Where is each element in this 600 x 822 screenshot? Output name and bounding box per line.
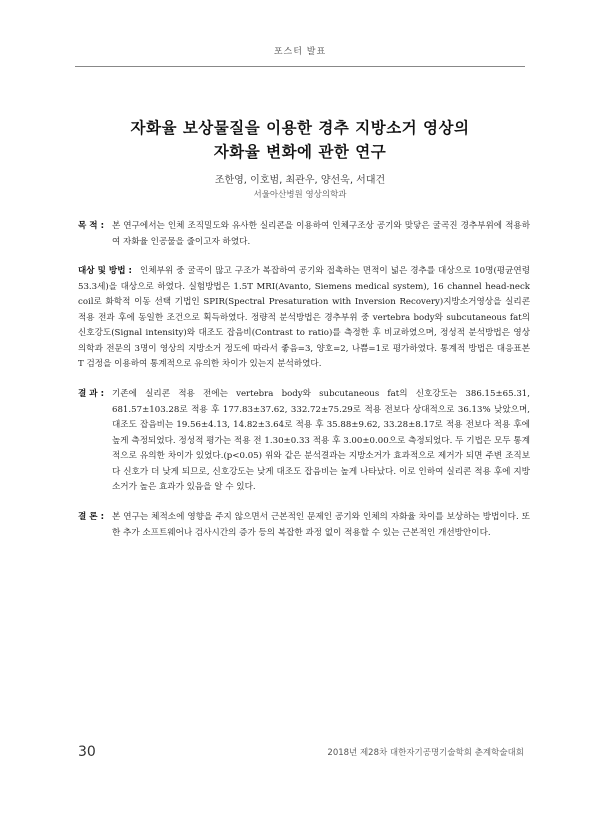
section-methods <box>78 264 530 373</box>
section-conclusion-text: 본 연구는 체적소에 영향을 주지 않으면서 근본적인 문제인 공기와 인체의 자화율 차이를 보상하는 방법이다. 또한 추가 소프트웨어나 검사시간의 증가 등의 복잡한 과정 없이 적용할 수 있는 근본적인 개선방안이다. <box>112 512 530 538</box>
conference-footer: 2018년 제28차 대한자기공명기술학회 춘계학술대회 <box>327 748 524 758</box>
section-purpose <box>78 219 530 250</box>
section-results-text: 기존에 실리콘 적용 전에는 vertebra body와 subcutaneous fat의 신호강도는 386.15±65.31, 681.57±103.28로 적용 후 177.83±37.62, 332.72±75.29로 적용 전보다 상대적으로 36.13% 낮았으며, 대조도 잡음비는 19.56±4.13, 14.82±3.64로 적용 후 35.88±9.62, 33.28±8.17로 적용 전보다 적용 후에 높게 측정되었다. 정성적 평가는 적용 전 1.30±0.33 적용 후 3.00±0.00으로 측정되었다. 두 기법은 모두 통계적으로 유의한 차이가 있었다.(p<0.05) 위와 같은 분석결과는 지방소거가 효과적으로 제거가 되면 주변 조직보다 신호가 더 낮게 되므로, 신호강도는 낮게 대조도 잡음비는 높게 나타났다. 이로 인하여 실리콘 적용 후에 지방소거가 높은 효과가 있음을 알 수 있다. <box>112 389 530 492</box>
section-methods-label: 대상 및 방법 : <box>78 266 132 276</box>
section-purpose-text: 본 연구에서는 인체 조직밀도와 유사한 실리콘을 이용하여 인체구조상 공기와 맞닿은 굴곡진 경추부위에 적용하여 자화율 인공물을 줄이고자 하였다. <box>112 221 530 247</box>
page-number: 30 <box>78 744 96 760</box>
title-line-2: 자화율 변화에 관한 연구 <box>213 142 387 161</box>
author-list: 조한영, 이호범, 최관우, 양선욱, 서대건 <box>214 175 386 186</box>
section-conclusion-label: 결 론 : <box>78 512 105 522</box>
section-results <box>78 387 530 496</box>
section-conclusion <box>78 510 530 541</box>
section-purpose-label: 목 적 : <box>78 221 105 231</box>
affiliation: 서울아산병원 영상의학과 <box>253 190 347 200</box>
section-methods-text: 인체부위 중 굴곡이 많고 구조가 복잡하여 공기와 접촉하는 면적이 넓은 경추를 대상으로 10명(평균연령 53.3세)을 대상으로 하였다. 실험방법은 1.5T MRI(Avanto, Siemens medical system), 16 channel head-neck coil로 화학적 이동 선택 기법인 SPIR(Spectral Presaturation with Inversion Recovery)지방소거영상을 실리콘 적용 전과 후에 동일한 조건으로 획득하였다. 정량적 분석방법은 경추부위 중 vertebra body와 subcutaneous fat의 신호강도(Signal intensity)와 대조도 잡음비(Contrast to ratio)를 측정한 후 비교하였으며, 정성적 분석방법은 영상의학과 전문의 3명이 영상의 지방소거 정도에 따라서 좋음=3, 양호=2, 나쁨=1로 평가하였다. 통계적 방법은 대응표본 T 검정을 이용하여 통계적으로 유의한 차이가 있는지 분석하였다. <box>78 266 530 369</box>
running-header: 포스터 발표 <box>273 47 327 57</box>
paper-title <box>0 116 600 164</box>
header-divider <box>75 66 525 67</box>
section-results-label: 결 과 : <box>78 389 105 399</box>
title-line-1: 자화율 보상물질을 이용한 경추 지방소거 영상의 <box>130 118 470 137</box>
